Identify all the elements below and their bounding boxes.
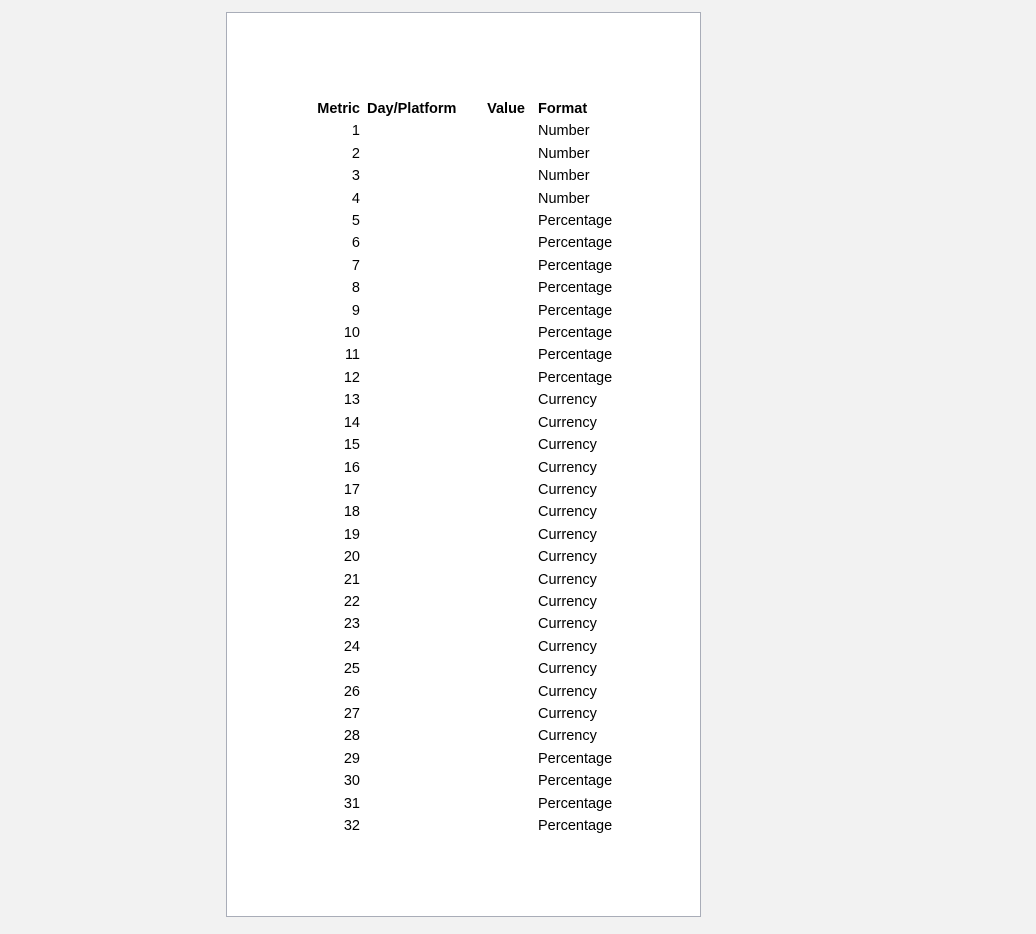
document-page	[226, 12, 701, 917]
table-row	[308, 457, 628, 479]
format-cell: Number	[538, 190, 590, 207]
metric-cell: 14	[343, 414, 360, 431]
value-cell	[477, 613, 525, 635]
table-row	[308, 591, 628, 613]
table-row	[308, 636, 628, 658]
table-row	[308, 367, 628, 389]
table-row	[308, 277, 628, 299]
day-platform-cell	[360, 815, 477, 837]
day-platform-cell	[360, 322, 477, 344]
value-cell	[477, 591, 525, 613]
format-cell: Percentage	[538, 325, 613, 342]
metric-cell: 25	[343, 661, 360, 678]
format-cell: Currency	[538, 414, 597, 431]
value-cell	[477, 188, 525, 210]
value-cell	[477, 524, 525, 546]
value-cell	[477, 793, 525, 815]
table-row	[308, 210, 628, 232]
day-platform-cell	[360, 457, 477, 479]
metric-cell: 20	[343, 549, 360, 566]
metric-cell: 16	[343, 459, 360, 476]
value-cell	[477, 569, 525, 591]
format-cell: Currency	[538, 504, 597, 521]
metric-cell: 32	[343, 818, 360, 834]
metric-cell: 21	[343, 571, 360, 588]
day-platform-cell	[360, 344, 477, 366]
value-cell	[477, 501, 525, 523]
metric-cell: 22	[343, 593, 360, 610]
day-platform-cell	[360, 793, 477, 815]
table-row	[308, 748, 628, 770]
format-cell: Percentage	[538, 773, 613, 790]
format-cell: Number	[538, 123, 590, 140]
format-cell: Percentage	[538, 818, 613, 834]
table-row	[308, 725, 628, 747]
value-cell	[477, 658, 525, 680]
day-platform-cell	[360, 143, 477, 165]
day-platform-cell	[360, 546, 477, 568]
day-platform-cell	[360, 367, 477, 389]
table-row	[308, 815, 628, 837]
table-row	[308, 120, 628, 142]
metric-cell: 15	[343, 437, 360, 454]
value-cell	[477, 322, 525, 344]
day-platform-cell	[360, 120, 477, 142]
metric-cell: 13	[343, 392, 360, 409]
metric-cell: 9	[351, 302, 360, 319]
table-row	[308, 344, 628, 366]
table-row	[308, 412, 628, 434]
value-cell	[477, 210, 525, 232]
format-cell: Currency	[538, 459, 597, 476]
format-cell: Currency	[538, 481, 597, 498]
table-row	[308, 389, 628, 411]
table-row	[308, 255, 628, 277]
metric-cell: 8	[351, 280, 360, 297]
table-row	[308, 770, 628, 792]
value-cell	[477, 681, 525, 703]
value-cell	[477, 255, 525, 277]
table-row	[308, 300, 628, 322]
table-row	[308, 143, 628, 165]
format-cell: Percentage	[538, 302, 613, 319]
metric-cell: 27	[343, 705, 360, 722]
day-platform-cell	[360, 524, 477, 546]
format-cell: Currency	[538, 392, 597, 409]
table-row	[308, 501, 628, 523]
day-platform-cell	[360, 703, 477, 725]
value-cell	[477, 457, 525, 479]
day-platform-cell	[360, 412, 477, 434]
table-body	[308, 120, 628, 837]
table-row	[308, 165, 628, 187]
table-row	[308, 569, 628, 591]
table-row	[308, 703, 628, 725]
header-format: Format	[538, 101, 588, 117]
format-cell: Currency	[538, 571, 597, 588]
day-platform-cell	[360, 479, 477, 501]
value-cell	[477, 143, 525, 165]
value-cell	[477, 389, 525, 411]
format-cell: Number	[538, 168, 590, 185]
table-row	[308, 232, 628, 254]
format-cell: Currency	[538, 549, 597, 566]
format-cell: Percentage	[538, 213, 613, 230]
metric-cell: 7	[351, 257, 360, 274]
format-cell: Currency	[538, 616, 597, 633]
value-cell	[477, 277, 525, 299]
table-row	[308, 322, 628, 344]
header-day-platform: Day/Platform	[367, 101, 457, 117]
day-platform-cell	[360, 725, 477, 747]
format-cell: Percentage	[538, 347, 613, 364]
table-row	[308, 658, 628, 680]
format-cell: Currency	[538, 638, 597, 655]
day-platform-cell	[360, 501, 477, 523]
table-row	[308, 546, 628, 568]
value-cell	[477, 434, 525, 456]
table-row	[308, 793, 628, 815]
value-cell	[477, 636, 525, 658]
table-row	[308, 613, 628, 635]
value-cell	[477, 703, 525, 725]
header-row	[308, 98, 628, 120]
metric-cell: 4	[351, 190, 360, 207]
day-platform-cell	[360, 770, 477, 792]
format-cell: Percentage	[538, 280, 613, 297]
metric-cell: 12	[343, 369, 360, 386]
table-row	[308, 479, 628, 501]
value-cell	[477, 815, 525, 837]
format-cell: Currency	[538, 593, 597, 610]
day-platform-cell	[360, 636, 477, 658]
format-cell: Percentage	[538, 369, 613, 386]
metric-cell: 3	[351, 168, 360, 185]
value-cell	[477, 725, 525, 747]
metric-cell: 2	[351, 145, 360, 162]
day-platform-cell	[360, 165, 477, 187]
format-cell: Currency	[538, 526, 597, 543]
metric-cell: 1	[351, 123, 360, 140]
value-cell	[477, 412, 525, 434]
metric-cell: 11	[344, 347, 360, 364]
day-platform-cell	[360, 255, 477, 277]
table-row	[308, 188, 628, 210]
table-header	[308, 98, 628, 120]
value-cell	[477, 546, 525, 568]
format-cell: Percentage	[538, 750, 613, 767]
day-platform-cell	[360, 748, 477, 770]
format-cell: Percentage	[538, 257, 613, 274]
day-platform-cell	[360, 277, 477, 299]
format-cell: Percentage	[538, 235, 613, 252]
day-platform-cell	[360, 389, 477, 411]
format-cell: Percentage	[538, 795, 613, 812]
metric-cell: 26	[343, 683, 360, 700]
day-platform-cell	[360, 300, 477, 322]
day-platform-cell	[360, 591, 477, 613]
metric-cell: 30	[343, 773, 360, 790]
format-cell: Currency	[538, 661, 597, 678]
day-platform-cell	[360, 613, 477, 635]
day-platform-cell	[360, 210, 477, 232]
table-row	[308, 434, 628, 456]
metric-cell: 5	[351, 213, 360, 230]
day-platform-cell	[360, 658, 477, 680]
value-cell	[477, 367, 525, 389]
metric-cell: 24	[343, 638, 360, 655]
header-metric: Metric	[317, 101, 360, 117]
metric-cell: 18	[343, 504, 360, 521]
format-cell: Currency	[538, 437, 597, 454]
day-platform-cell	[360, 569, 477, 591]
value-cell	[477, 120, 525, 142]
metric-cell: 17	[343, 481, 360, 498]
value-cell	[477, 479, 525, 501]
table-row	[308, 524, 628, 546]
metric-cell: 6	[351, 235, 360, 252]
value-cell	[477, 344, 525, 366]
day-platform-cell	[360, 681, 477, 703]
metrics-table	[308, 98, 628, 837]
day-platform-cell	[360, 232, 477, 254]
format-cell: Currency	[538, 705, 597, 722]
value-cell	[477, 770, 525, 792]
metric-cell: 23	[343, 616, 360, 633]
format-cell: Currency	[538, 728, 597, 745]
value-cell	[477, 232, 525, 254]
format-cell: Currency	[538, 683, 597, 700]
format-cell: Number	[538, 145, 590, 162]
table-row	[308, 681, 628, 703]
value-cell	[477, 748, 525, 770]
metric-cell: 19	[343, 526, 360, 543]
metric-cell: 31	[343, 795, 360, 812]
day-platform-cell	[360, 434, 477, 456]
day-platform-cell	[360, 188, 477, 210]
header-value: Value	[487, 101, 525, 117]
value-cell	[477, 165, 525, 187]
metric-cell: 29	[343, 750, 360, 767]
metric-cell: 28	[343, 728, 360, 745]
metric-cell: 10	[343, 325, 360, 342]
value-cell	[477, 300, 525, 322]
